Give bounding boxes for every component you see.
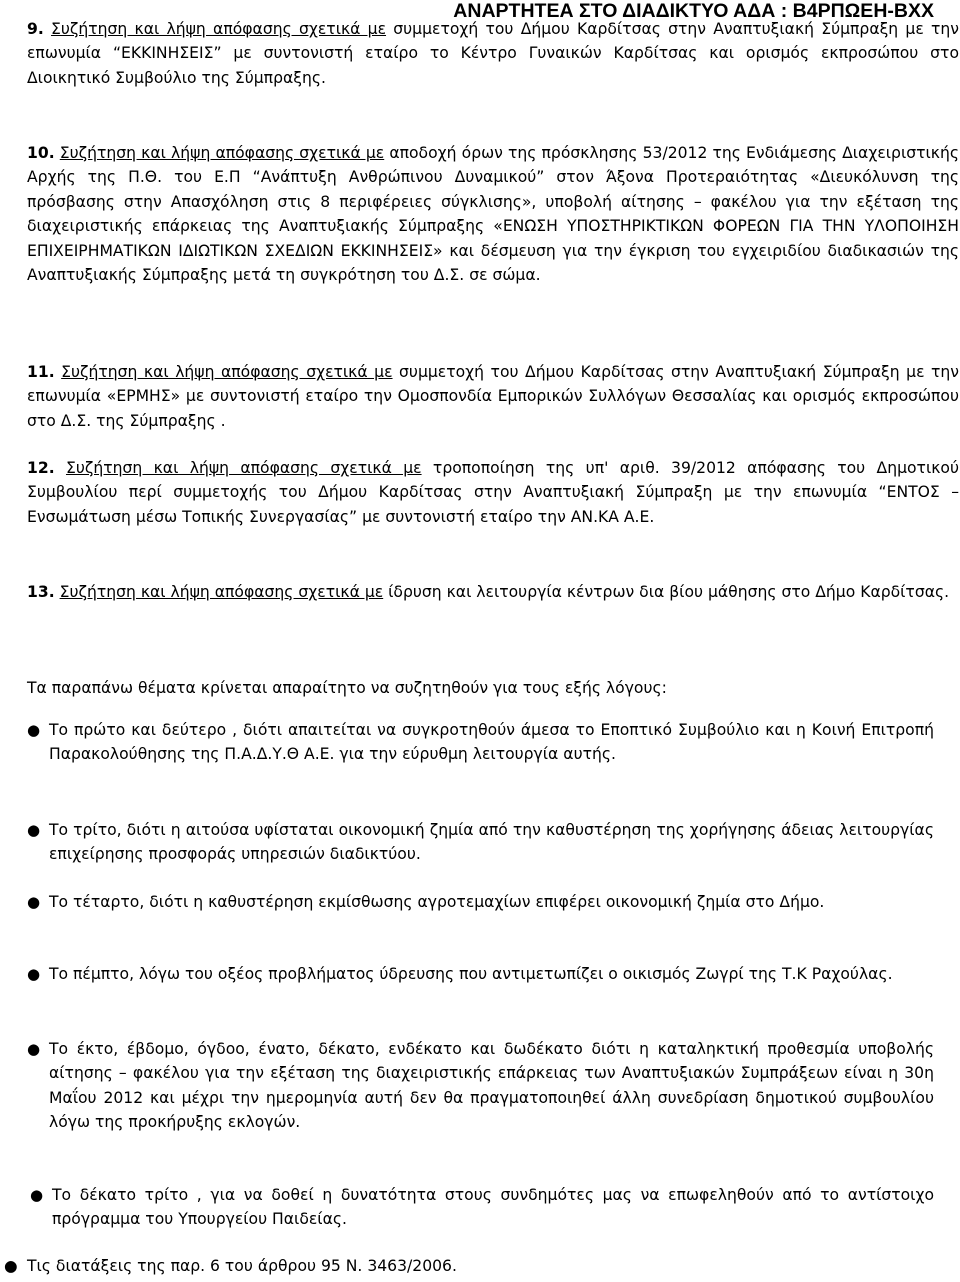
agenda-item-11 xyxy=(27,360,959,433)
item-lead: Συζήτηση και λήψη απόφασης σχετικά με xyxy=(59,144,385,162)
agenda-item-10 xyxy=(27,141,959,287)
item-text: τροποποίηση της υπ' αριθ. 39/2012 απόφασης του Δημοτικού Συμβουλίου περί συμμετοχής του Δήμου Καρδίτσας στην Αναπτυξιακή Σύμπραξη με την επωνυμία “ΕΝΤΟΣ – Ενσωμάτωση μέσω Τοπικής Συνεργασίας” με συντονιστή εταίρο την ΑΝ.ΚΑ Α.Ε. xyxy=(27,459,959,526)
item-lead: Συζήτηση και λήψη απόφασης σχετικά με xyxy=(59,583,384,601)
item-number: 13. xyxy=(27,583,55,601)
reasons-intro: Τα παραπάνω θέματα κρίνεται απαραίτητο να συζητηθούν για τους εξής λόγους: xyxy=(27,679,667,697)
item-lead: Συζήτηση και λήψη απόφασης σχετικά με xyxy=(51,20,387,38)
bullet-icon: ● xyxy=(27,821,41,839)
bullet-icon: ● xyxy=(27,721,41,739)
item-number: 12. xyxy=(27,459,55,477)
item-text: ίδρυση και λειτουργία κέντρων δια βίου μάθησης στο Δήμο Καρδίτσας. xyxy=(383,583,950,601)
document-header: ΑΝΑΡΤΗΤΕΑ ΣΤΟ ΔΙΑΔΙΚΤΥΟ ΑΔΑ : Β4ΡΠΩΕΗ-ΒΧΧ xyxy=(453,0,934,22)
bullet-icon: ● xyxy=(27,893,41,911)
item-lead: Συζήτηση και λήψη απόφασης σχετικά με xyxy=(61,363,393,381)
reason-bullet: ● Το τρίτο, διότι η αιτούσα υφίσταται οικονομική ζημία από την καθυστέρηση της χορήγησης άδειας λειτουργίας επιχείρησης προσφοράς υπηρεσιών διαδικτύου. xyxy=(49,818,934,867)
item-number: 10. xyxy=(27,144,55,162)
reason-bullet: ● Το πρώτο και δεύτερο , διότι απαιτείται να συγκροτηθούν άμεσα το Εποπτικό Συμβούλιο και η Κοινή Επιτροπή Παρακολούθησης της Π.Α.Δ.Υ.Θ Α.Ε. για την εύρυθμη λειτουργία αυτής. xyxy=(49,718,934,767)
bullet-icon: ● xyxy=(4,1257,18,1275)
reason-bullet: ● Το έκτο, έβδομο, όγδοο, ένατο, δέκατο, ενδέκατο και δωδέκατο διότι η καταληκτική προθεσμία υποβολής αίτησης – φακέλου για την εξέταση της διαχειριστικής επάρκειας των Αναπτυξιακών Συμπράξεων είναι η 30η Μαΐου 2012 και μέχρι την ημερομηνία αυτή δεν θα πραγματοποιηθεί άλλη συνεδρίαση δημοτικού συμβουλίου λόγω της προκήρυξης εκλογών. xyxy=(49,1037,934,1135)
bullet-icon: ● xyxy=(30,1186,44,1204)
agenda-item-12 xyxy=(27,456,959,529)
item-number: 11. xyxy=(27,363,55,381)
item-text: αποδοχή όρων της πρόσκλησης 53/2012 της Ενδιάμεσης Διαχειριστικής Αρχής της Π.Θ. του Ε.Π “Ανάπτυξη Ανθρώπινου Δυναμικού” στον Άξονα Προτεραιότητας «Διευκόλυνση της πρόσβασης στην Απασχόληση στις 8 περιφέρειες σύγκλισης», υποβολή αίτησης – φακέλου για την εξέταση της διαχειριστικής επάρκειας της Αναπτυξιακής Σύμπραξης «ΕΝΩΣΗ ΥΠΟΣΤΗΡΙΚΤΙΚΩΝ ΦΟΡΕΩΝ ΓΙΑ ΤΗΝ ΥΛΟΠΟΙΗΣΗ ΕΠΙΧΕΙΡΗΜΑΤΙΚΩΝ ΙΔΙΩΤΙΚΩΝ ΣΧΕΔΙΩΝ ΕΚΚΙΝΗΣΕΙΣ» και δέσμευση για την έγκριση του εγχειριδίου διαδικασιών της Αναπτυξιακής Σύμπραξης μετά τη συγκρότηση του Δ.Σ. σε σώμα. xyxy=(27,144,959,285)
agenda-item-13 xyxy=(27,580,959,604)
legal-basis: ● Τις διατάξεις της παρ. 6 του άρθρου 95 Ν. 3463/2006. xyxy=(27,1254,927,1278)
bullet-icon: ● xyxy=(27,965,41,983)
item-lead: Συζήτηση και λήψη απόφασης σχετικά με xyxy=(65,459,422,477)
bullet-icon: ● xyxy=(27,1040,41,1058)
item-text: συμμετοχή του Δήμου Καρδίτσας στην Αναπτυξιακή Σύμπραξη με την επωνυμία “ΕΚΚΙΝΗΣΕΙΣ” με συντονιστή εταίρο το Κέντρο Γυναικών Καρδίτσας και ορισμός εκπροσώπου στο Διοικητικό Συμβούλιο της Σύμπραξης. xyxy=(27,20,959,87)
reason-bullet: ● Το τέταρτο, διότι η καθυστέρηση εκμίσθωσης αγροτεμαχίων επιφέρει οικονομική ζημία στο Δήμο. xyxy=(49,890,934,914)
item-text: συμμετοχή του Δήμου Καρδίτσας στην Αναπτυξιακή Σύμπραξη με την επωνυμία «ΕΡΜΗΣ» με συντονιστή εταίρο την Ομοσπονδία Εμπορικών Συλλόγων Θεσσαλίας και ορισμός εκπροσώπου στο Δ.Σ. της Σύμπραξης . xyxy=(27,363,959,430)
reason-bullet: ● Το πέμπτο, λόγω του οξέος προβλήματος ύδρευσης που αντιμετωπίζει ο οικισμός Ζωγρί της Τ.Κ Ραχούλας. xyxy=(49,962,934,986)
item-number: 9. xyxy=(27,20,44,38)
agenda-item-9 xyxy=(27,17,959,90)
reason-bullet: ● Το δέκατο τρίτο , για να δοθεί η δυνατότητα στους συνδημότες μας να επωφεληθούν από το αντίστοιχο πρόγραμμα του Υπουργείου Παιδείας. xyxy=(52,1183,934,1232)
